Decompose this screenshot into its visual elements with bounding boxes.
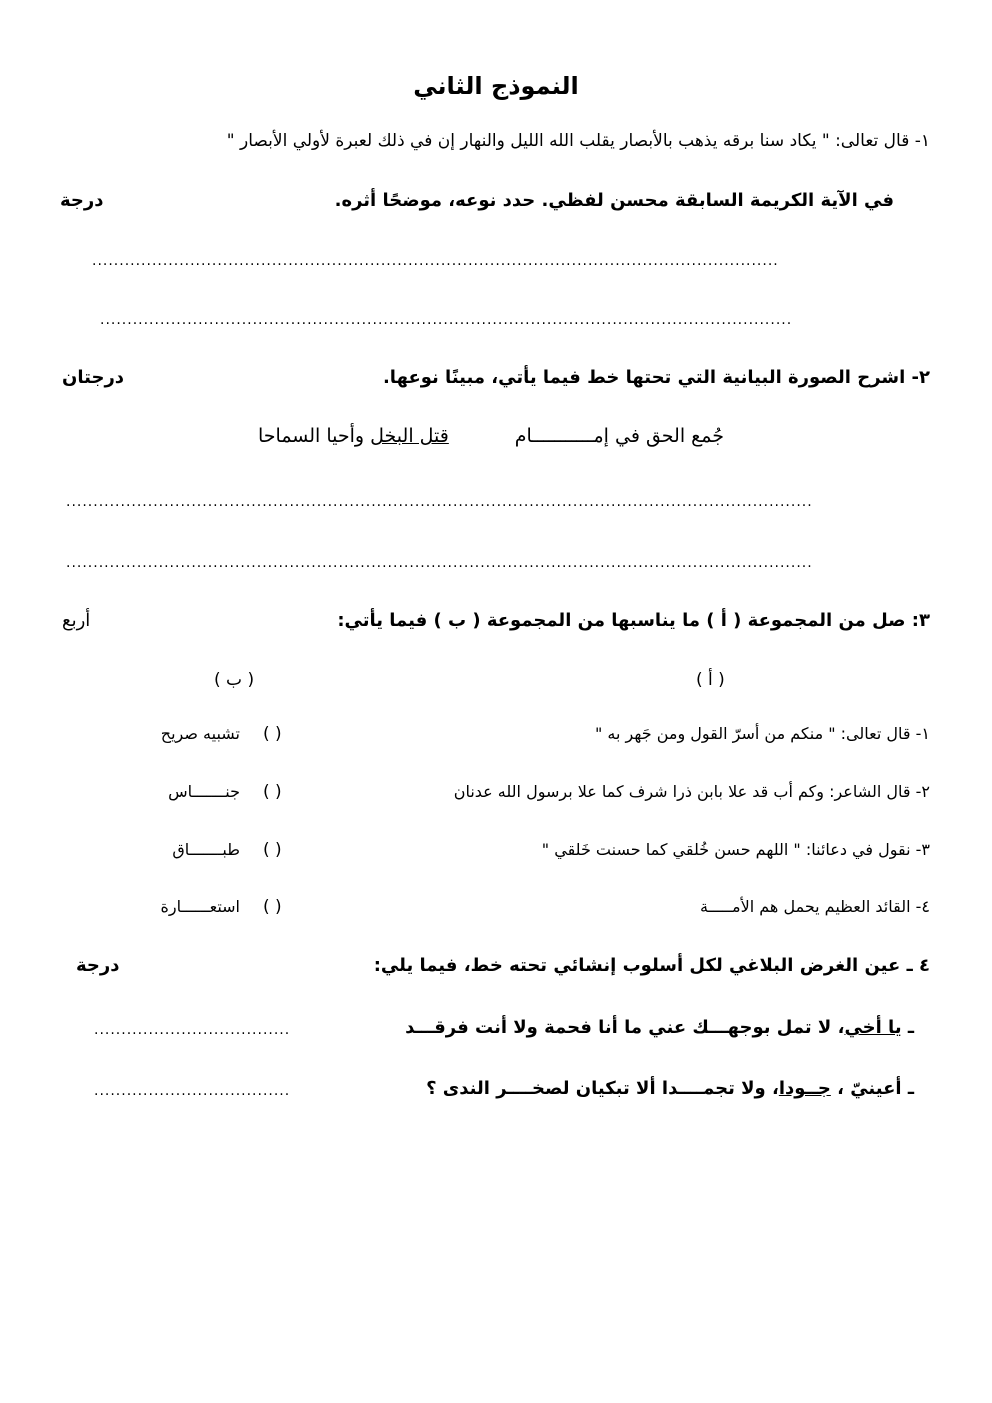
q3-group-a-item-2: ٢- قال الشاعر: وكم أب قد علا بابن ذرا شرف كما علا برسول الله عدنان (453, 782, 930, 801)
q4-line-1-underlined: يا أخي (844, 1017, 902, 1038)
q3-column-b-header: ( ب ) (214, 670, 255, 690)
q1-mark: درجة (60, 190, 104, 211)
q4-line-1 (405, 1017, 914, 1038)
q4-prompt: ٤ ـ عين الغرض البلاغي لكل أسلوب إنشائي تحته خط، فيما يلي: (373, 955, 930, 976)
q1-prompt: في الآية الكريمة السابقة محسن لفظي. حدد نوعه، موضحًا أثره. (334, 190, 894, 211)
q3-group-a-item-4: ٤- القائد العظيم يحمل هم الأمـــــة (700, 897, 930, 916)
q4-line-2-pre: ـ أعينيّ ، (830, 1078, 914, 1099)
q2-verse-rest: وأحيا السماحا (258, 425, 371, 447)
q2-answer-line-1[interactable]: ......................................................................................................................................... (66, 494, 813, 510)
q3-answer-blank-3[interactable]: ( ) (263, 840, 282, 860)
q4-mark: درجة (76, 955, 120, 976)
q3-group-b-item-2: جنـــــــاس (168, 782, 240, 801)
q1-answer-line-1[interactable]: .............................................................................................................................. (92, 253, 779, 269)
q3-column-a-header: ( أ ) (696, 670, 725, 690)
q4-line-2-underlined: جــودا (778, 1078, 831, 1099)
q3-group-b-item-3: طبـــــــاق (172, 840, 240, 859)
q3-answer-blank-4[interactable]: ( ) (263, 897, 282, 917)
q2-verse-first-hemistich: جُمع الحق في إمـــــــــــام (514, 425, 724, 447)
q3-mark: أربع (62, 610, 91, 631)
q3-group-a-item-1: ١- قال تعالى: " منكم من أسرّ القول ومن جَهر به " (594, 724, 930, 743)
q3-group-a-item-3: ٣- نقول في دعائنا: " اللهم حسن خُلقي كما حسنت خَلقي " (541, 840, 930, 859)
q3-group-b-item-4: استعــــــارة (160, 897, 240, 916)
q3-answer-blank-2[interactable]: ( ) (263, 782, 282, 802)
q1-answer-line-2[interactable]: ............................................................................................................................... (100, 312, 793, 328)
q4-answer-line-2[interactable]: .................................... (94, 1083, 291, 1099)
q4-line-2-rest: ، ولا تجمــــدا ألا تبكيان لصخــــر الندى ؟ (426, 1078, 779, 1099)
q3-group-b-item-1: تشبيه صريح (160, 724, 240, 743)
q3-prompt: ٣: صل من المجموعة ( أ ) ما يناسبها من المجموعة ( ب ) فيما يأتي: (337, 610, 930, 631)
q2-underlined-image: قتل البخل (370, 425, 449, 447)
q4-line-2 (426, 1078, 914, 1099)
q2-mark: درجتان (62, 367, 125, 388)
q4-line-1-rest: ، لا تمل بوجهـــك عني ما أنا فحمة ولا أنت فرقـــد (405, 1017, 845, 1038)
page-title: النموذج الثاني (413, 72, 579, 100)
q1-verse: ١- قال تعالى: " يكاد سنا برقه يذهب بالأبصار يقلب الله الليل والنهار إن في ذلك لعبرة لأولي الأبصار " (226, 131, 930, 151)
q4-answer-line-1[interactable]: .................................... (94, 1022, 291, 1038)
q2-verse-second-hemistich (258, 425, 449, 447)
q4-line-1-dash: ـ (901, 1017, 914, 1038)
q2-prompt: ٢- اشرح الصورة البيانية التي تحتها خط فيما يأتي، مبينًا نوعها. (382, 367, 930, 388)
q2-answer-line-2[interactable]: ......................................................................................................................................... (66, 555, 813, 571)
q3-answer-blank-1[interactable]: ( ) (263, 724, 282, 744)
